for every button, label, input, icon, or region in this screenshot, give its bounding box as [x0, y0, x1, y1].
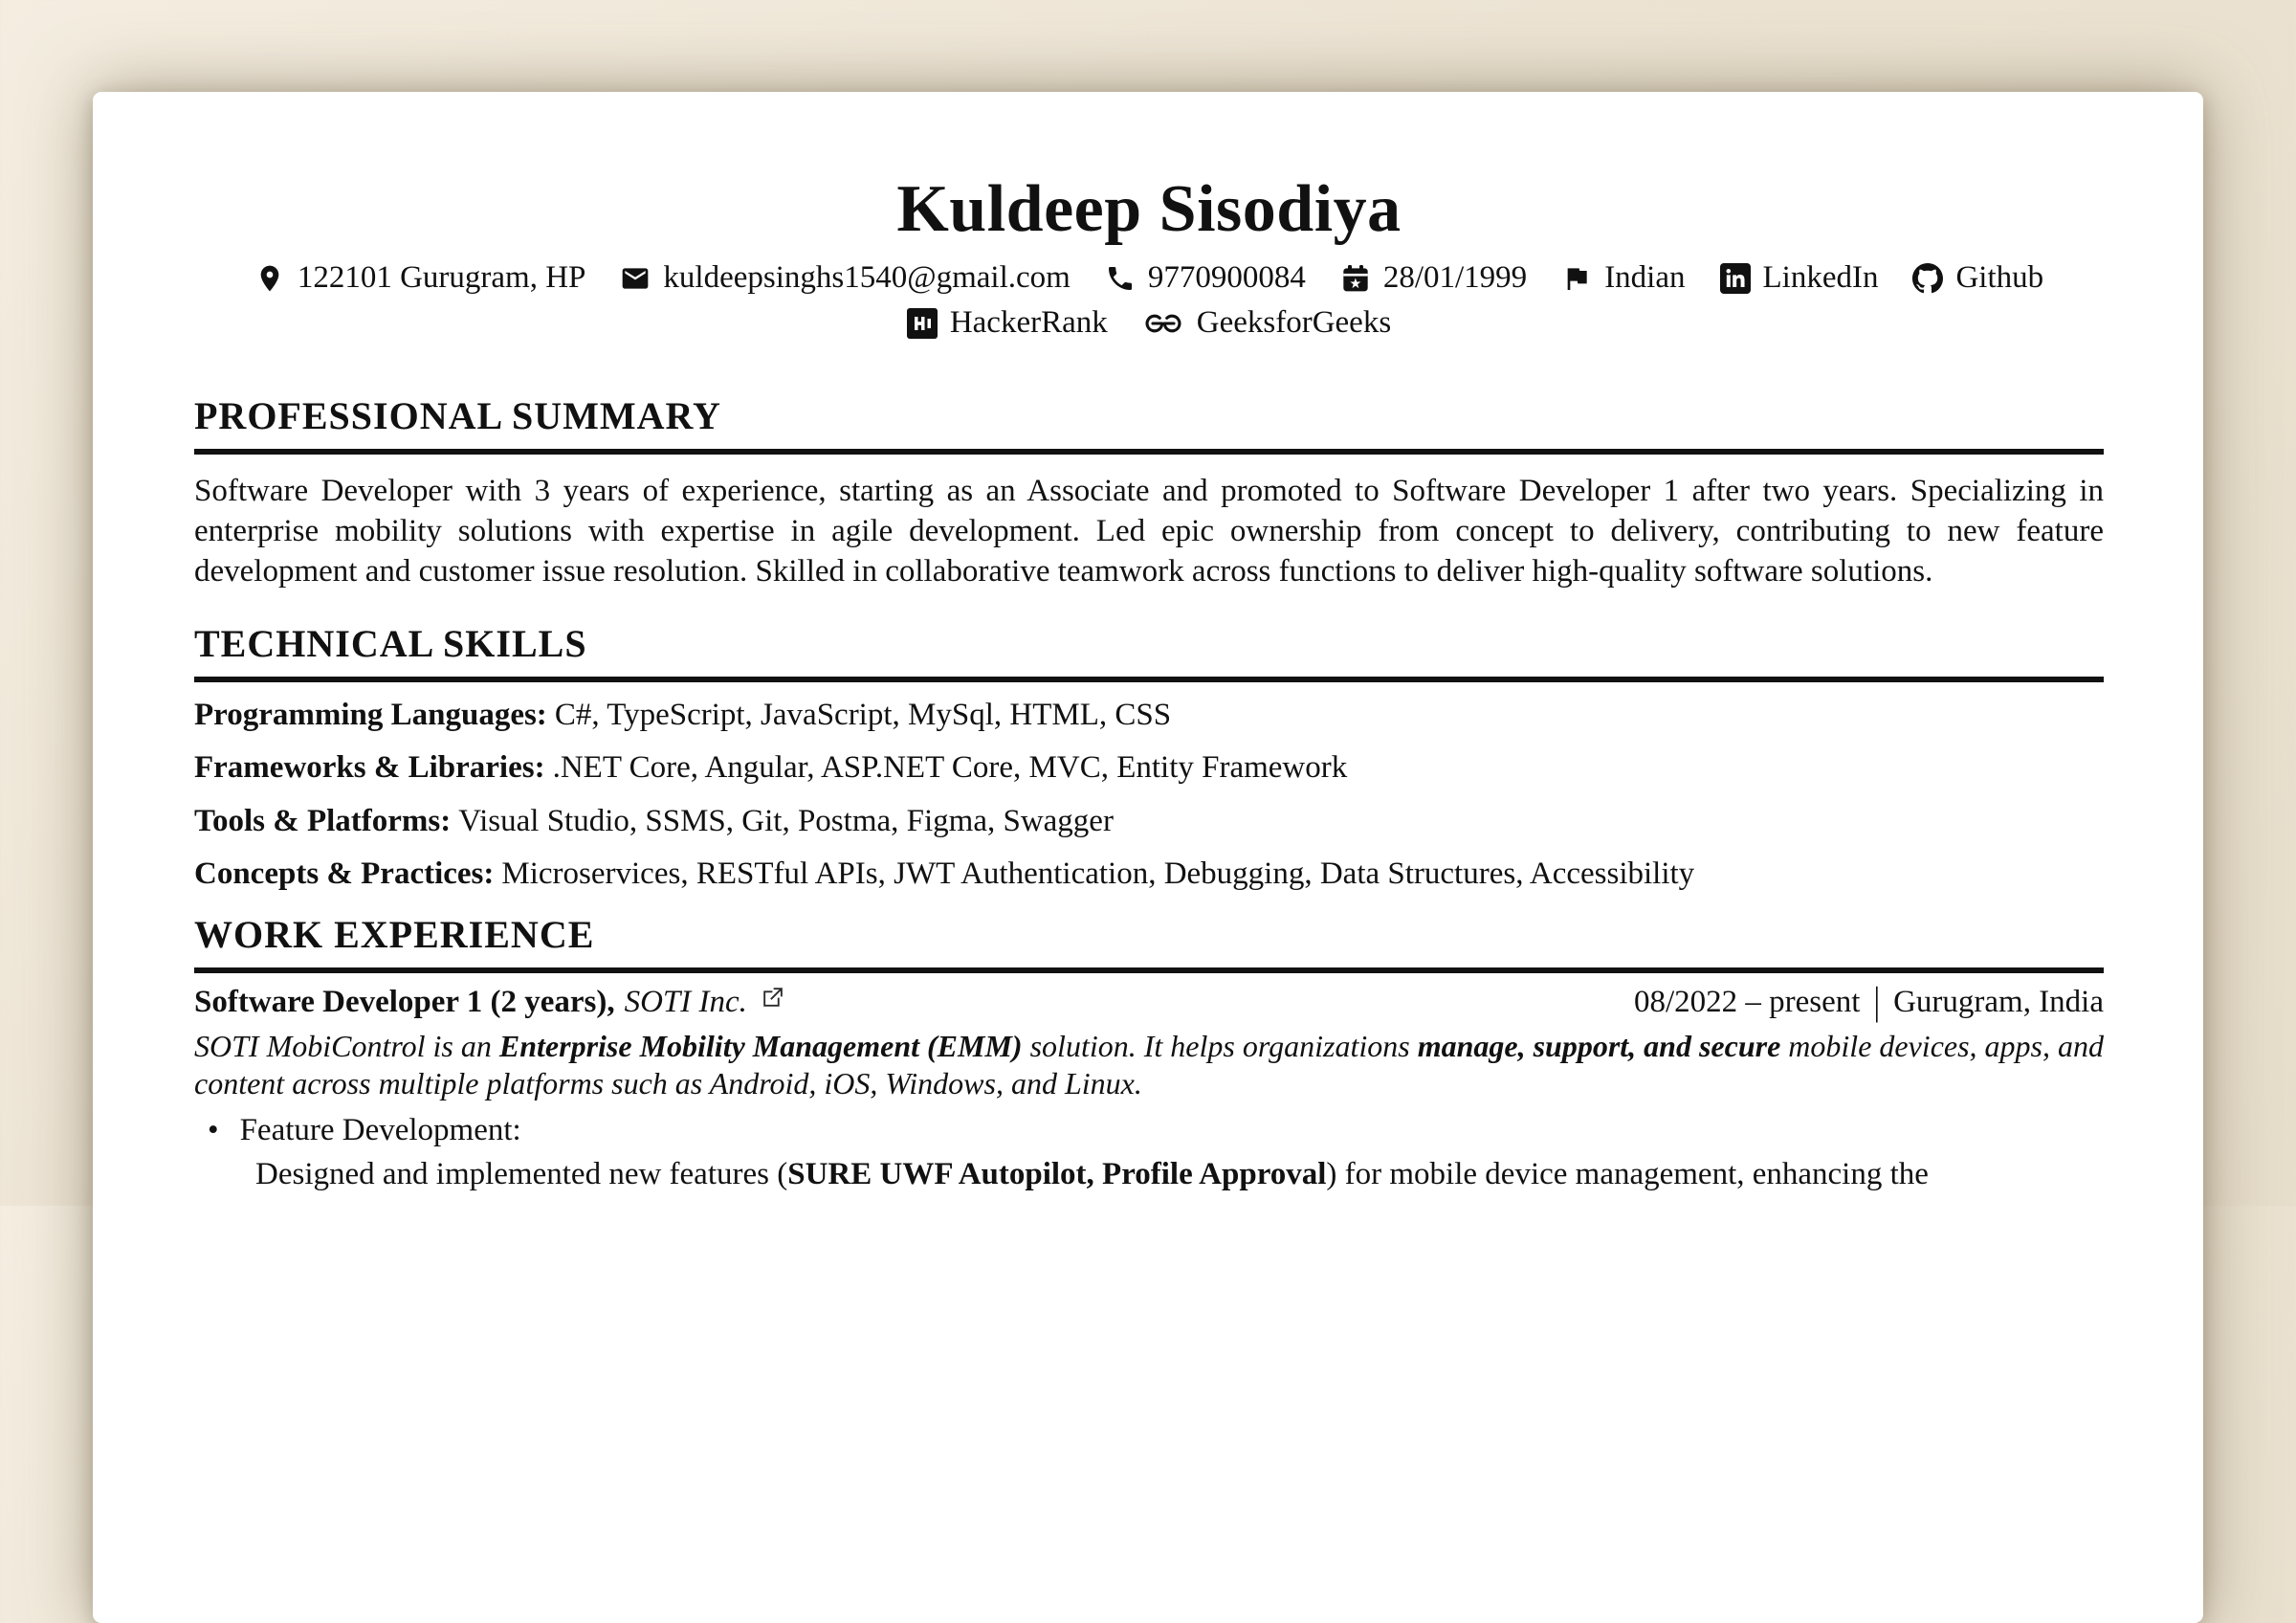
contact-phone-label: 9770900084 [1147, 260, 1306, 296]
contact-github[interactable] [1912, 260, 2043, 296]
contact-email-label[interactable]: kuldeepsinghs1540@gmail.com [663, 260, 1071, 296]
skill-row-programming-languages [194, 696, 2104, 735]
job-description [194, 1028, 2104, 1102]
contact-birthday [1340, 260, 1527, 296]
birthday-calendar-icon [1340, 263, 1371, 294]
contact-birthday-label: 28/01/1999 [1382, 260, 1528, 296]
contact-email[interactable] [620, 260, 1070, 296]
skill-label: Tools & Platforms: [194, 803, 452, 838]
bullet-glyph: • [208, 1113, 219, 1148]
hackerrank-icon[interactable] [907, 308, 938, 339]
job-desc-part-bold: manage, support, and secure [1417, 1029, 1781, 1064]
job-desc-part: SOTI MobiControl is an [194, 1029, 499, 1064]
email-icon [620, 263, 651, 294]
sub-bullet-part: Designed and implemented new features ( [255, 1156, 788, 1191]
job-title-group [194, 983, 784, 1022]
job-sub-bullet [194, 1155, 2104, 1194]
contact-linkedin-label[interactable]: LinkedIn [1762, 260, 1879, 296]
linkedin-icon[interactable] [1720, 263, 1751, 294]
contact-hackerrank-label[interactable]: HackerRank [949, 305, 1108, 341]
skill-label: Concepts & Practices: [194, 856, 495, 891]
flag-icon [1561, 263, 1592, 294]
contact-location [254, 260, 586, 296]
section-heading-work-experience: WORK EXPERIENCE [194, 913, 2104, 973]
job-dates: 08/2022 – present [1633, 985, 1861, 1020]
contact-geeksforgeeks-label[interactable]: GeeksforGeeks [1196, 305, 1392, 341]
contact-github-label[interactable]: Github [1955, 260, 2044, 296]
sub-bullet-part: ) for mobile device management, enhancing the [1326, 1156, 1929, 1191]
github-icon[interactable] [1912, 263, 1943, 294]
job-meta [1633, 980, 2104, 1024]
job-location: Gurugram, India [1893, 985, 2104, 1020]
geeksforgeeks-icon[interactable] [1142, 309, 1184, 338]
svg-text:★: ★ [1349, 276, 1362, 292]
skill-row-frameworks-libraries [194, 748, 2104, 788]
job-title: Software Developer 1 (2 years), [194, 985, 615, 1020]
section-professional-summary [194, 394, 2104, 591]
job-desc-part-bold: Enterprise Mobility Management (EMM) [498, 1029, 1023, 1064]
contact-row-2 [194, 305, 2104, 341]
job-meta-divider: | [1873, 980, 1881, 1024]
resume-name: Kuldeep Sisodiya [896, 172, 1402, 246]
external-link-icon[interactable] [761, 981, 784, 1020]
job-desc-part: solution. It helps organizations [1022, 1029, 1418, 1064]
section-heading-technical-skills: TECHNICAL SKILLS [194, 622, 2104, 682]
section-work-experience [194, 913, 2104, 1194]
job-header [194, 980, 2104, 1024]
skill-value: Microservices, RESTful APIs, JWT Authentication, Debugging, Data Structures, Accessibility [501, 856, 1695, 891]
phone-icon [1105, 263, 1136, 294]
contact-hackerrank[interactable] [907, 305, 1108, 341]
job-company: SOTI Inc. [624, 985, 747, 1020]
bullet-label: Feature Development: [239, 1113, 521, 1148]
skill-value: Visual Studio, SSMS, Git, Postma, Figma, Swagger [458, 803, 1114, 838]
skill-label: Frameworks & Libraries: [194, 750, 545, 786]
skill-row-tools-platforms [194, 802, 2104, 841]
summary-paragraph: Software Developer with 3 years of experience, starting as an Associate and promoted to Software Developer 1 after two years. Specializing in enterprise mobility solutions with expertise in agile development. Led epic ownership from concept to delivery, contributing to new feature development and customer issue resolution. Skilled in collaborative teamwork across functions to deliver high-quality software solutions. [194, 474, 2104, 589]
sub-bullet-part-bold: SURE UWF Autopilot, Profile Approval [787, 1156, 1327, 1191]
contact-row-1 [194, 260, 2104, 296]
job-desc-part: mobile devices, apps, and content across multiple platforms such as Android, iOS, Windows, and Linux. [194, 1029, 2105, 1101]
contact-nationality-label: Indian [1604, 260, 1686, 296]
contact-phone [1105, 260, 1306, 296]
resume-page [93, 92, 2203, 1623]
skill-value: .NET Core, Angular, ASP.NET Core, MVC, Entity Framework [552, 750, 1348, 786]
skill-row-concepts-practices [194, 855, 2104, 894]
skill-label: Programming Languages: [194, 698, 547, 733]
location-pin-icon [254, 263, 285, 294]
contact-geeksforgeeks[interactable] [1142, 305, 1391, 341]
job-bullet-feature-development [194, 1111, 2104, 1150]
section-heading-professional-summary: PROFESSIONAL SUMMARY [194, 394, 2104, 455]
contact-location-label: 122101 Gurugram, HP [297, 260, 586, 296]
contact-nationality [1561, 260, 1685, 296]
contact-linkedin[interactable] [1720, 260, 1879, 296]
skill-value: C#, TypeScript, JavaScript, MySql, HTML, CSS [554, 698, 1172, 733]
section-technical-skills [194, 622, 2104, 894]
